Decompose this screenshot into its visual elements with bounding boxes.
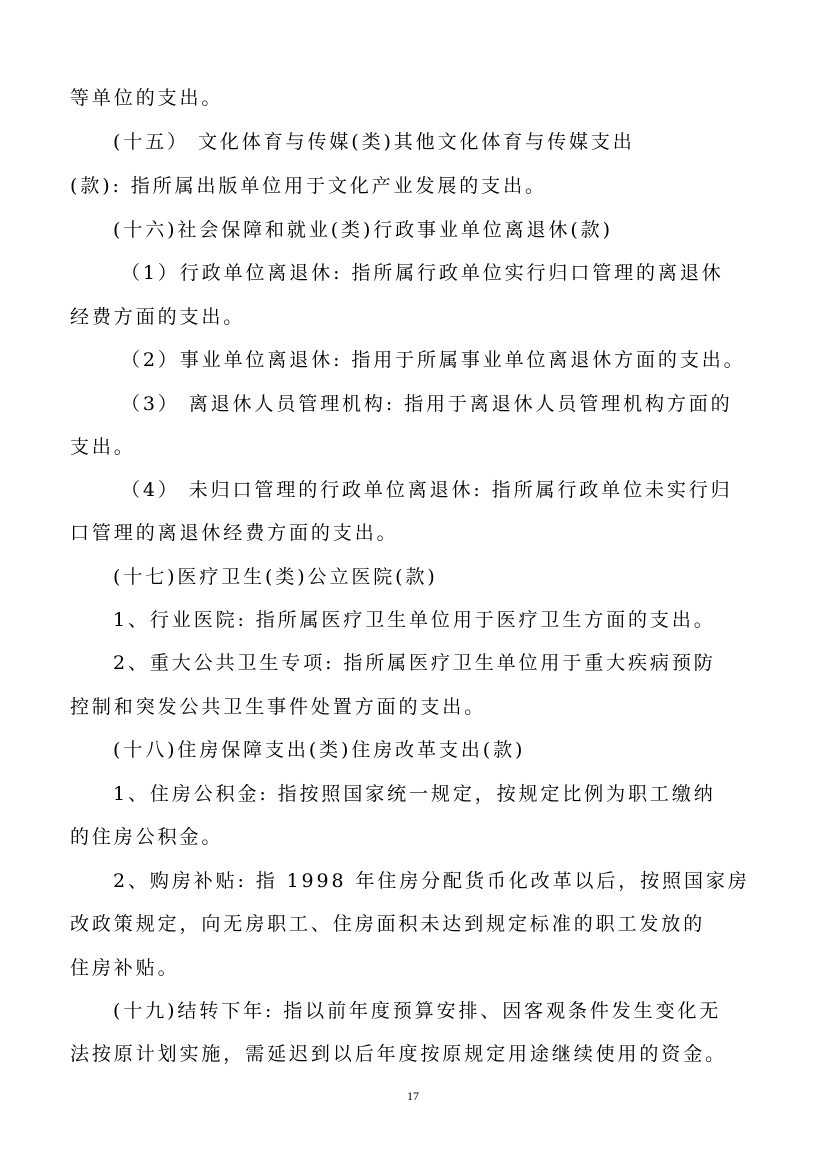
paragraph-line: (十五） 文化体育与传媒(类)其他文化体育与传媒支出: [113, 131, 635, 153]
paragraph-line: 1、住房公积金: 指按照国家统一规定，按规定比例为职工缴纳: [113, 783, 716, 805]
paragraph-line: 1、行业医院: 指所属医疗卫生单位用于医疗卫生方面的支出。: [113, 609, 716, 631]
paragraph-line: （3） 离退休人员管理机构: 指用于离退休人员管理机构方面的: [121, 393, 733, 415]
paragraph-line: 口管理的离退休经费方面的支出。: [70, 522, 399, 544]
paragraph-line: 经费方面的支出。: [70, 306, 246, 328]
paragraph-line: （4） 未归口管理的行政单位离退休: 指所属行政单位未实行归: [121, 479, 733, 501]
paragraph-line: 改政策规定，向无房职工、住房面积未达到规定标准的职工发放的: [70, 913, 706, 935]
paragraph-line: 法按原计划实施，需延迟到以后年度按原规定用途继续使用的资金。: [70, 1043, 728, 1065]
paragraph-line: (十八)住房保障支出(类)住房改革支出(款): [113, 739, 526, 761]
paragraph-line: 控制和突发公共卫生事件处置方面的支出。: [70, 696, 487, 718]
paragraph-line: （1）行政单位离退休: 指所属行政单位实行归口管理的离退休: [121, 262, 724, 284]
paragraph-line: 2、重大公共卫生专项: 指所属医疗卫生单位用于重大疾病预防: [113, 652, 716, 674]
paragraph-line: 2、购房补贴: 指 1998 年住房分配货币化改革以后，按照国家房: [113, 870, 750, 892]
page-number: 17: [407, 1089, 419, 1103]
paragraph-line: (款): 指所属出版单位用于文化产业发展的支出。: [70, 175, 547, 197]
paragraph-line: 住房补贴。: [70, 957, 180, 979]
paragraph-line: 等单位的支出。: [70, 87, 224, 109]
paragraph-line: （2）事业单位离退休: 指用于所属事业单位离退休方面的支出。: [121, 349, 746, 371]
paragraph-line: 支出。: [70, 436, 136, 458]
paragraph-line: (十七)医疗卫生(类)公立医院(款): [113, 566, 438, 588]
paragraph-line: (十九)结转下年: 指以前年度预算安排、因客观条件发生变化无: [113, 1000, 722, 1022]
paragraph-line: (十六)社会保障和就业(类)行政事业单位离退休(款): [113, 219, 613, 241]
paragraph-line: 的住房公积金。: [70, 826, 224, 848]
